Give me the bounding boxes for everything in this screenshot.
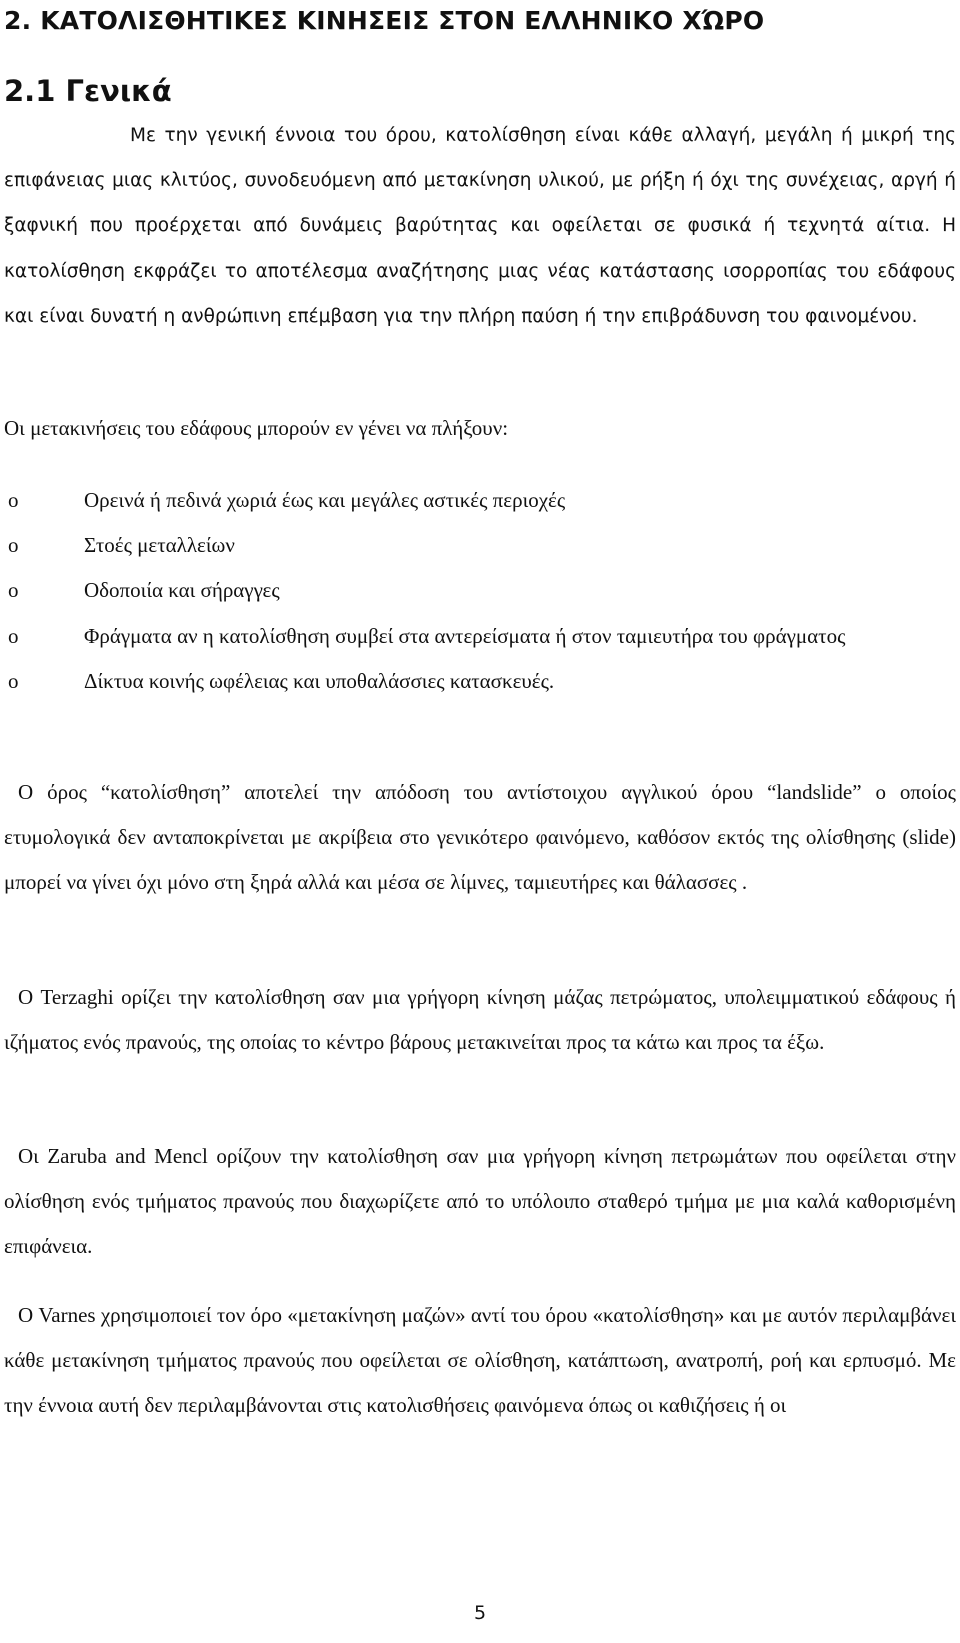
varnes-paragraph: Ο Varnes χρησιμοποιεί τον όρο «μετακίνηση μαζών» αντί του όρου «κατολίσθηση» και με αυτόν περιλαμβάνει κάθε μετακίνηση τμήματος πρανούς που οφείλεται σε ολίσθηση, κατάπτωση, ανατροπή, ροή και ερπυσμό. Με την έννοια αυτή δεν περιλαμβάνονται στις κατολισθήσεις φαινόμενα όπως οι καθιζήσεις ή οι: [4, 1303, 956, 1418]
list-item-text: Ορεινά ή πεδινά χωριά έως και μεγάλες αστικές περιοχές: [84, 488, 566, 512]
affected-areas-list: [0, 478, 960, 704]
list-item: [0, 659, 960, 704]
page-number: 5: [473, 1602, 487, 1624]
list-item-text: Στοές μεταλλείων: [84, 533, 235, 558]
bullet-icon: o: [8, 623, 19, 648]
list-item: [0, 523, 960, 568]
bullet-icon: o: [8, 533, 19, 558]
terzaghi-paragraph: Ο Terzaghi ορίζει την κατολίσθηση σαν μια γρήγορη κίνηση μάζας πετρώματος, υπολειμματικού εδάφους ή ιζήματος ενός πρανούς, της οποίας το κέντρο βάρους μετακινείται προς τα κάτω και προς τα έξω.: [4, 985, 956, 1055]
bullet-icon: o: [8, 488, 19, 512]
list-item: [0, 614, 960, 659]
list-lead-paragraph: Οι μετακινήσεις του εδάφους μπορούν εν γένει να πλήξουν:: [4, 416, 509, 440]
bullet-icon: o: [8, 578, 19, 603]
zaruba-mencl-paragraph: Οι Zaruba and Mencl ορίζουν την κατολίσθηση σαν μια γρήγορη κίνηση πετρωμάτων που οφείλεται στην ολίσθηση ενός τμήματος πρανούς που διαχωρίζετε από το υπόλοιπο σταθερό τμήμα με μια καλά καθορισμένη επιφάνεια.: [4, 1144, 956, 1259]
list-item-text: Φράγματα αν η κατολίσθηση συμβεί στα αντερείσματα ή στον ταμιευτήρα του φράγματος: [84, 623, 846, 648]
list-item-text: Δίκτυα κοινής ωφέλειας και υποθαλάσσιες κατασκευές.: [84, 668, 555, 693]
list-item: [0, 478, 960, 523]
bullet-icon: o: [8, 668, 19, 693]
intro-paragraph: Με την γενική έννοια του όρου, κατολίσθηση είναι κάθε αλλαγή, μεγάλη ή μικρή της επιφάνειας μιας κλιτύος, συνοδευόμενη από μετακίνηση υλικού, με ρήξη ή όχι της συνέχειας, αργή ή ξαφνική που προέρχεται από δυνάμεις βαρύτητας και οφείλεται σε φυσικά ή τεχνητά αίτια. Η κατολίσθηση εκφράζει το αποτέλεσμα αναζήτησης μιας νέας κατάστασης ισορροπίας του εδάφους και είναι δυνατή η ανθρώπινη επέμβαση για την πλήρη παύση ή την επιβράδυνση του φαινομένου.: [4, 125, 956, 327]
chapter-heading: 2. ΚΑΤΟΛΙΣΘΗΤΙΚΕΣ ΚΙΝΗΣΕΙΣ ΣΤΟΝ ΕΛΛΗΝΙΚΟ ΧΏΡΟ: [4, 6, 765, 35]
list-item-text: Οδοποιία και σήραγγες: [84, 578, 280, 603]
landslide-term-paragraph: Ο όρος “κατολίσθηση” αποτελεί την απόδοση του αντίστοιχου αγγλικού όρου “landslide” ο οποίος ετυμολογικά δεν ανταποκρίνεται με ακρίβεια στο γενικότερο φαινόμενο, καθόσον εκτός της ολίσθησης (slide) μπορεί να γίνει όχι μόνο στη ξηρά αλλά και μέσα σε λίμνες, ταμιευτήρες και θάλασσες .: [4, 780, 956, 895]
list-item: [0, 568, 960, 613]
section-heading: 2.1 Γενικά: [4, 74, 172, 108]
